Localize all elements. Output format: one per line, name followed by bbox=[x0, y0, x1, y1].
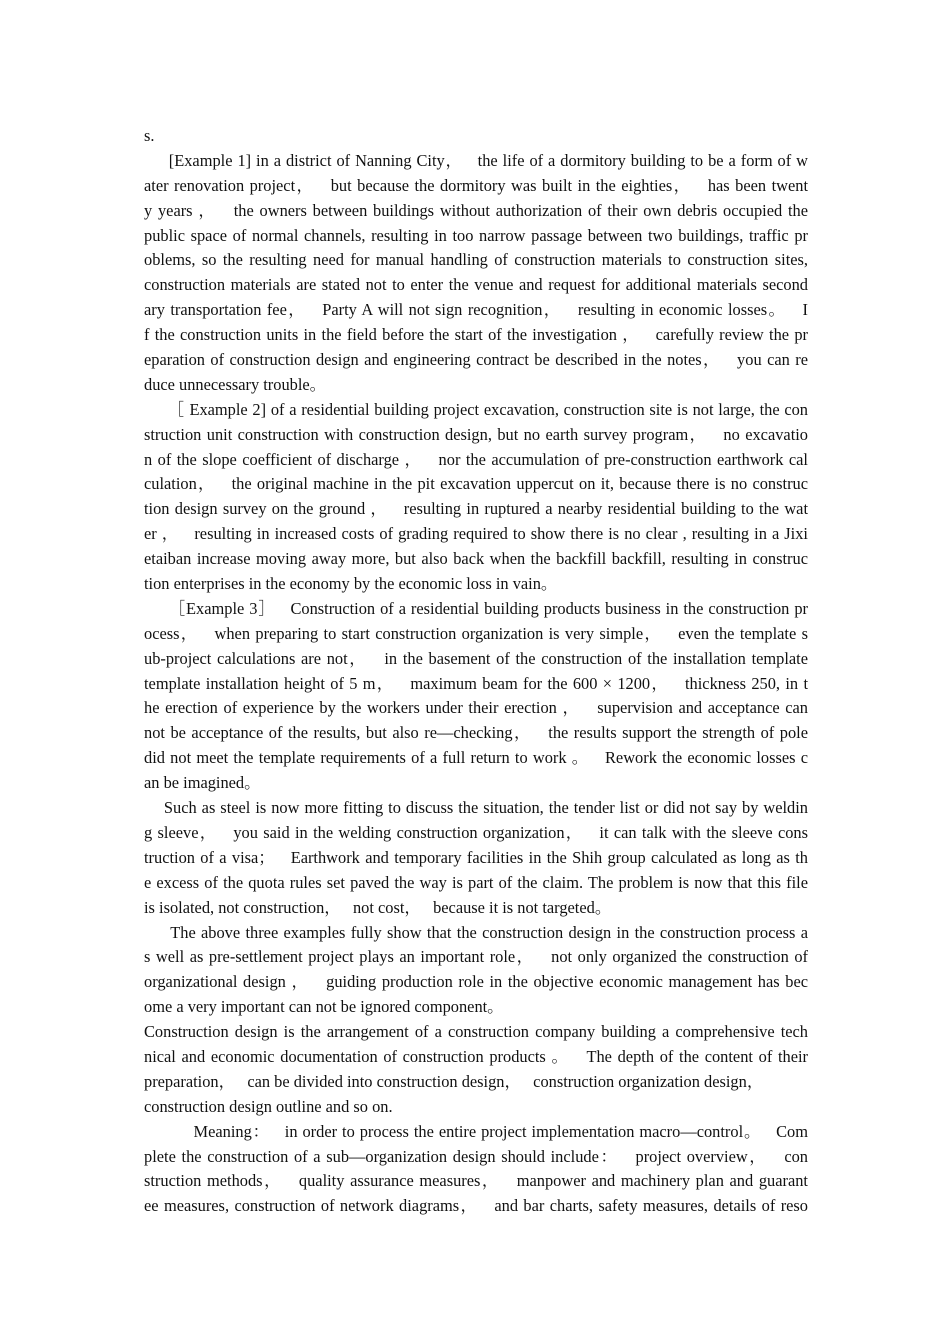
text-line: er ， resulting in increased costs of grading required to show there is no clear , resulting in a Jixi bbox=[144, 524, 808, 544]
text-line: f the construction units in the field before the start of the investigation ， carefully review the pr bbox=[144, 325, 808, 345]
text-line: Meaning： in order to process the entire project implementation macro—control。 Com bbox=[144, 1121, 808, 1141]
text-line: truction of a visa； Earthwork and temporary facilities in the Shih group calculated as long as th bbox=[144, 847, 808, 867]
text-line: tion enterprises in the economy by the economic loss in vain。 bbox=[144, 574, 558, 594]
text-line: duce unnecessary trouble。 bbox=[144, 374, 327, 394]
text-line: organizational design ， guiding production role in the objective economic management has bec bbox=[144, 972, 808, 992]
text-line: struction unit construction with construction design, but no earth survey program， no excavatio bbox=[144, 424, 808, 444]
text-line: tion design survey on the ground ， resulting in ruptured a nearby residential building to the wat bbox=[144, 499, 808, 519]
text-line: etaiban increase moving away more, but also back when the backfill backfill, resulting in construc bbox=[144, 549, 808, 569]
text-line: preparation， can be divided into construction design， construction organization design， bbox=[144, 1071, 764, 1091]
text-line: [Example 1] in a district of Nanning City， the life of a dormitory building to be a form of w bbox=[144, 150, 808, 170]
text-line: is isolated, not construction， not cost， because it is not targeted。 bbox=[144, 897, 612, 917]
text-line: g sleeve， you said in the welding construction organization， it can talk with the sleeve cons bbox=[144, 822, 808, 842]
text-line: ee measures, construction of network diagrams， and bar charts, safety measures, details of reso bbox=[144, 1196, 808, 1216]
text-line: ［ Example 2] of a residential building project excavation, construction site is not large, the con bbox=[144, 399, 808, 419]
text-line: y years ， the owners between buildings without authorization of their own debris occupied the bbox=[144, 200, 808, 220]
text-line: e excess of the quota rules set paved the way is part of the claim. The problem is now that this file bbox=[144, 872, 808, 892]
text-line: s. bbox=[144, 126, 155, 145]
text-line: not be acceptance of the results, but also re—checking， the results support the strength of pole bbox=[144, 723, 808, 743]
body-text bbox=[144, 124, 808, 1219]
text-line: n of the slope coefficient of discharge ， nor the accumulation of pre-construction earthwork cal bbox=[144, 449, 808, 469]
text-line: struction methods， quality assurance measures， manpower and machinery plan and guarant bbox=[144, 1171, 808, 1191]
text-line: template installation height of 5 m， maximum beam for the 600 × 1200， thickness 250, in t bbox=[144, 673, 808, 693]
text-line: ub-project calculations are not， in the basement of the construction of the installation template bbox=[144, 648, 808, 668]
text-line: The above three examples fully show that the construction design in the construction process a bbox=[144, 922, 808, 942]
text-line: ater renovation project， but because the dormitory was built in the eighties， has been twent bbox=[144, 175, 808, 195]
text-line: s well as pre-settlement project plays an important role， not only organized the construction of bbox=[144, 947, 808, 967]
text-line: plete the construction of a sub—organization design should include： project overview， con bbox=[144, 1146, 808, 1166]
text-line: ocess， when preparing to start construction organization is very simple， even the template s bbox=[144, 623, 808, 643]
text-line: ［Example 3］ Construction of a residential building products business in the construction pr bbox=[144, 598, 808, 618]
text-line: did not meet the template requirements of a full return to work 。 Rework the economic losses c bbox=[144, 748, 808, 768]
text-line: he erection of experience by the workers under their erection ， supervision and acceptance can bbox=[144, 698, 808, 718]
text-line: construction materials are stated not to enter the venue and request for additional materials second bbox=[144, 275, 808, 295]
text-line: ary transportation fee， Party A will not sign recognition， resulting in economic losses。 I bbox=[144, 300, 808, 320]
text-line: eparation of construction design and engineering contract be described in the notes， you can re bbox=[144, 350, 808, 370]
text-line: Such as steel is now more fitting to discuss the situation, the tender list or did not say by weldin bbox=[144, 798, 808, 818]
text-line: an be imagined。 bbox=[144, 773, 261, 793]
text-line: ome a very important can not be ignored component。 bbox=[144, 997, 504, 1017]
text-line: nical and economic documentation of construction products 。 The depth of the content of their bbox=[144, 1046, 808, 1066]
text-line: Construction design is the arrangement of a construction company building a comprehensive tech bbox=[144, 1022, 808, 1042]
text-line: construction design outline and so on. bbox=[144, 1096, 393, 1116]
text-line: public space of normal channels, resulting in too narrow passage between two buildings, traffic pr bbox=[144, 225, 808, 245]
text-line: oblems, so the resulting need for manual handling of construction materials to construction sites, bbox=[144, 250, 808, 270]
text-line: culation， the original machine in the pit excavation uppercut on it, because there is no construc bbox=[144, 474, 808, 494]
